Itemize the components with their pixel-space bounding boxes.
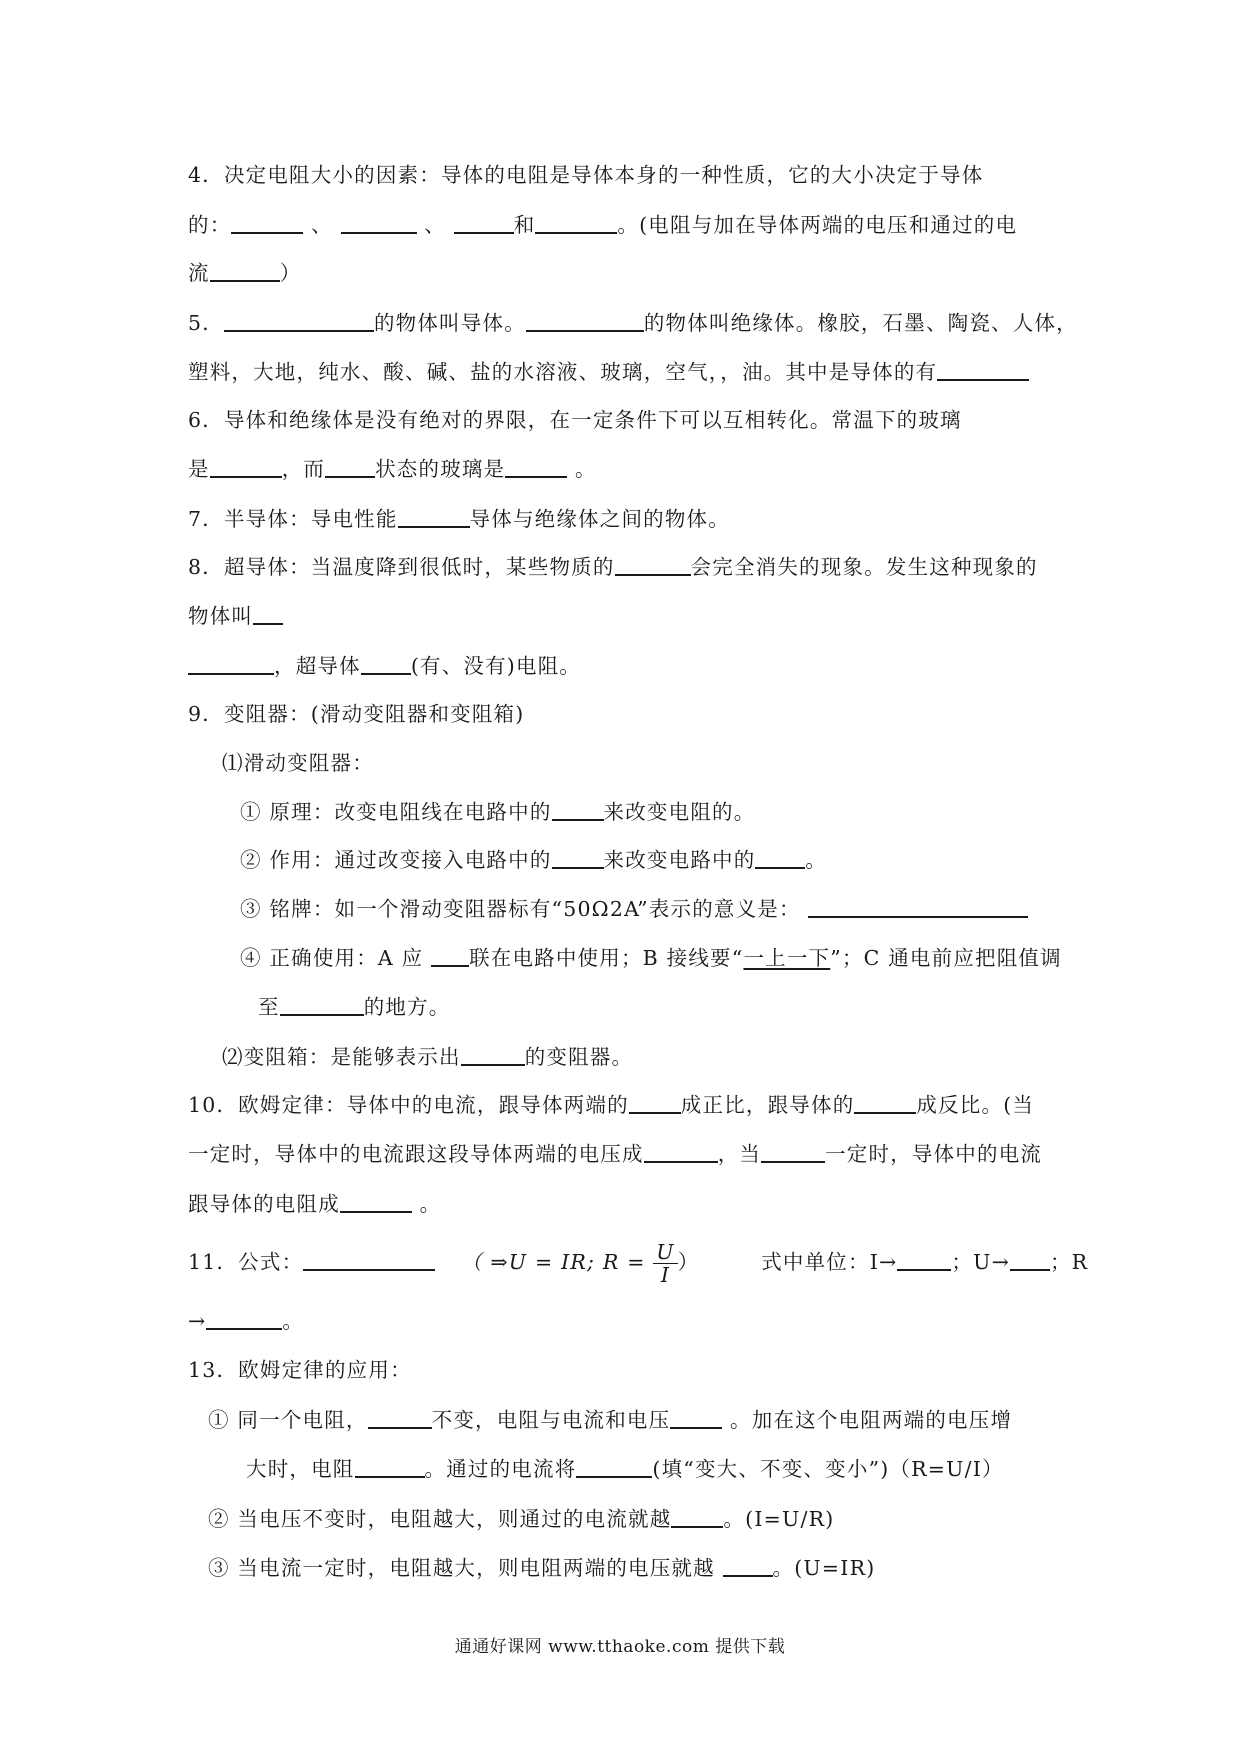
text: 一定时，导体中的电流 bbox=[825, 1142, 1043, 1166]
item-10-line-1 bbox=[188, 1090, 1034, 1120]
text: ，而 bbox=[281, 457, 326, 481]
text: ，当 bbox=[717, 1142, 762, 1166]
text: 的变阻器。 bbox=[524, 1045, 634, 1069]
text: ① 原理：改变电阻线在电路中的 bbox=[240, 800, 552, 824]
text: 、 bbox=[424, 213, 446, 237]
text: ；U→ bbox=[951, 1250, 1010, 1274]
item-13-a-line-2 bbox=[246, 1454, 1004, 1484]
answer-blank[interactable] bbox=[325, 456, 375, 478]
text: 10．欧姆定律：导体中的电流，跟导体两端的 bbox=[188, 1093, 629, 1117]
text: 成正比，跟导体的 bbox=[680, 1093, 855, 1117]
text: 的： bbox=[188, 213, 232, 237]
item-4-line-2 bbox=[188, 210, 1017, 240]
answer-blank[interactable] bbox=[398, 506, 470, 528]
item-5-line-2 bbox=[188, 357, 1029, 387]
answer-blank[interactable] bbox=[461, 1044, 525, 1066]
answer-blank[interactable] bbox=[526, 310, 644, 332]
text: 9．变阻器：(滑动变阻器和变阻箱) bbox=[188, 702, 525, 726]
answer-blank[interactable] bbox=[341, 212, 417, 234]
answer-blank[interactable] bbox=[361, 653, 411, 675]
answer-blank[interactable] bbox=[340, 1191, 412, 1213]
answer-blank[interactable] bbox=[210, 260, 280, 282]
text: 一定时，导体中的电流跟这段导体两端的电压成 bbox=[188, 1142, 644, 1166]
text: 跟导体的电阻成 bbox=[188, 1192, 340, 1216]
text: 8．超导体：当温度降到很低时，某些物质的 bbox=[188, 555, 615, 579]
item-8-line-1 bbox=[188, 552, 1038, 582]
text: ⑴滑动变阻器： bbox=[222, 751, 374, 775]
text: 至 bbox=[258, 995, 280, 1019]
answer-blank[interactable] bbox=[224, 310, 374, 332]
text-underlined: 一上一下 bbox=[743, 946, 831, 970]
answer-blank[interactable] bbox=[188, 653, 274, 675]
text: 来改变电路中的 bbox=[603, 848, 756, 872]
answer-blank[interactable] bbox=[454, 212, 514, 234]
text: 式中单位：I→ bbox=[761, 1250, 898, 1274]
answer-blank[interactable] bbox=[206, 1308, 282, 1330]
answer-blank[interactable] bbox=[897, 1249, 951, 1271]
text: 11．公式： bbox=[188, 1250, 304, 1274]
text: ② 作用：通过改变接入电路中的 bbox=[240, 848, 552, 872]
item-6-line-2 bbox=[188, 454, 597, 484]
item-10-line-2 bbox=[188, 1139, 1042, 1169]
text: (填“变大、不变、变小”)（R=U/I） bbox=[652, 1457, 1004, 1481]
answer-blank[interactable] bbox=[723, 1555, 773, 1577]
text: 、 bbox=[311, 213, 333, 237]
text: 的地方。 bbox=[363, 995, 451, 1019]
answer-blank[interactable] bbox=[670, 1407, 722, 1429]
text: 不变，电阻与电流和电压 bbox=[431, 1408, 671, 1432]
text: 会完全消失的现象。发生这种现象的 bbox=[690, 555, 1038, 579]
item-6-line-1 bbox=[188, 405, 962, 435]
text: 6．导体和绝缘体是没有绝对的界限，在一定条件下可以互相转化。常温下的玻璃 bbox=[188, 408, 962, 432]
text: ① 同一个电阻， bbox=[208, 1408, 368, 1432]
text: 。 bbox=[567, 457, 597, 481]
text: ，超导体 bbox=[274, 654, 361, 678]
text: ） bbox=[279, 261, 302, 285]
text: → bbox=[188, 1309, 207, 1333]
text: 状态的玻璃是 bbox=[375, 457, 506, 481]
answer-blank[interactable] bbox=[505, 456, 567, 478]
text: 。(电阻与加在导体两端的电压和通过的电 bbox=[617, 213, 1018, 237]
answer-blank[interactable] bbox=[368, 1407, 432, 1429]
text: 13．欧姆定律的应用： bbox=[188, 1358, 412, 1382]
text: 塑料，大地，纯水、酸、碱、盐的水溶液、玻璃，空气，，油。其中是导体的有 bbox=[188, 360, 938, 384]
text: 的物体叫导体。 bbox=[373, 311, 526, 335]
text: ③ 当电流一定时，电阻越大，则电阻两端的电压就越 bbox=[208, 1556, 723, 1580]
text: 4．决定电阻大小的因素：导体的电阻是导体本身的一种性质，它的大小决定于导体 bbox=[188, 163, 984, 187]
text: 来改变电阻的。 bbox=[603, 800, 756, 824]
answer-blank[interactable] bbox=[431, 945, 469, 967]
text: (有、没有)电阻。 bbox=[410, 654, 582, 678]
item-13-b bbox=[208, 1504, 834, 1534]
answer-blank[interactable] bbox=[854, 1092, 916, 1114]
item-9-1-b bbox=[240, 845, 827, 875]
answer-blank[interactable] bbox=[671, 1506, 723, 1528]
formula-text: （ ⇒U = IR; R = bbox=[461, 1250, 654, 1274]
text: ④ 正确使用：A 应 bbox=[240, 946, 432, 970]
item-9-1-d bbox=[240, 943, 1062, 973]
text: 流 bbox=[188, 261, 210, 285]
text: 。 bbox=[282, 1309, 305, 1333]
text: ③ 铭牌：如一个滑动变阻器标有“50Ω2A”表示的意义是： bbox=[240, 897, 801, 921]
answer-blank[interactable] bbox=[629, 1092, 681, 1114]
item-13-c bbox=[208, 1553, 875, 1583]
text: ② 当电压不变时，电阻越大，则通过的电流就越 bbox=[208, 1507, 672, 1531]
answer-blank[interactable] bbox=[761, 1141, 825, 1163]
text: 。 bbox=[411, 1192, 442, 1216]
formula-fraction bbox=[653, 1241, 677, 1286]
text: 的物体叫绝缘体。橡胶，石墨、陶瓷、人体， bbox=[643, 311, 1078, 335]
answer-blank[interactable] bbox=[755, 847, 805, 869]
item-8-line-2 bbox=[188, 601, 283, 631]
fraction-numerator: U bbox=[653, 1241, 677, 1264]
answer-blank[interactable] bbox=[576, 1456, 652, 1478]
text: 。(U=IR) bbox=[772, 1556, 876, 1580]
text: 物体叫 bbox=[188, 604, 254, 628]
answer-blank[interactable] bbox=[535, 212, 617, 234]
answer-blank[interactable] bbox=[552, 847, 604, 869]
item-9-1-c bbox=[240, 894, 1028, 924]
item-9-1-heading bbox=[222, 748, 374, 778]
item-11-line-1 bbox=[188, 1241, 1088, 1286]
item-9-1-e bbox=[258, 992, 451, 1022]
item-9-2 bbox=[222, 1042, 633, 1072]
answer-blank[interactable] bbox=[937, 359, 1029, 381]
answer-blank[interactable] bbox=[280, 994, 364, 1016]
text: 和 bbox=[513, 213, 536, 237]
text: 。(I=U/R) bbox=[723, 1507, 835, 1531]
answer-blank[interactable] bbox=[552, 799, 604, 821]
item-13-a-line-1 bbox=[208, 1405, 1012, 1435]
answer-blank[interactable] bbox=[303, 1249, 435, 1271]
text: ⑵变阻箱：是能够表示出 bbox=[222, 1045, 461, 1069]
text: 联在电路中使用；B 接线要“ bbox=[469, 946, 744, 970]
answer-blank[interactable] bbox=[644, 1141, 718, 1163]
answer-blank[interactable] bbox=[253, 603, 283, 625]
text: 大时，电阻 bbox=[246, 1457, 355, 1481]
text: 。通过的电流将 bbox=[424, 1457, 577, 1481]
item-4-line-3 bbox=[188, 258, 301, 288]
text: ；R bbox=[1049, 1250, 1089, 1274]
item-5-line-1 bbox=[188, 308, 1078, 338]
text: 5． bbox=[188, 311, 224, 335]
text: ） bbox=[677, 1250, 700, 1274]
text: 导体与绝缘体之间的物体。 bbox=[469, 507, 730, 531]
page-footer: 通通好课网 www.tthaoke.com 提供下载 bbox=[454, 1637, 786, 1657]
text: 7．半导体：导电性能 bbox=[188, 507, 398, 531]
item-9-line bbox=[188, 699, 524, 729]
item-9-1-a bbox=[240, 797, 755, 827]
fraction-denominator: I bbox=[660, 1263, 671, 1287]
item-8-line-3 bbox=[188, 651, 581, 681]
answer-blank[interactable] bbox=[808, 896, 1028, 918]
answer-blank[interactable] bbox=[231, 212, 303, 234]
text: 。 bbox=[805, 848, 828, 872]
text: 成反比。(当 bbox=[916, 1093, 1035, 1117]
item-13-line bbox=[188, 1355, 412, 1385]
text: ”；C 通电前应把阻值调 bbox=[830, 946, 1062, 970]
text: 。加在这个电阻两端的电压增 bbox=[722, 1408, 1013, 1432]
answer-blank[interactable] bbox=[615, 554, 691, 576]
answer-blank[interactable] bbox=[355, 1456, 425, 1478]
answer-blank[interactable] bbox=[1010, 1249, 1050, 1271]
item-4-line-1 bbox=[188, 160, 983, 190]
text: 是 bbox=[188, 457, 210, 481]
item-10-line-3 bbox=[188, 1189, 441, 1219]
item-7-line bbox=[188, 504, 730, 534]
answer-blank[interactable] bbox=[210, 456, 282, 478]
item-11-line-2 bbox=[188, 1306, 304, 1336]
